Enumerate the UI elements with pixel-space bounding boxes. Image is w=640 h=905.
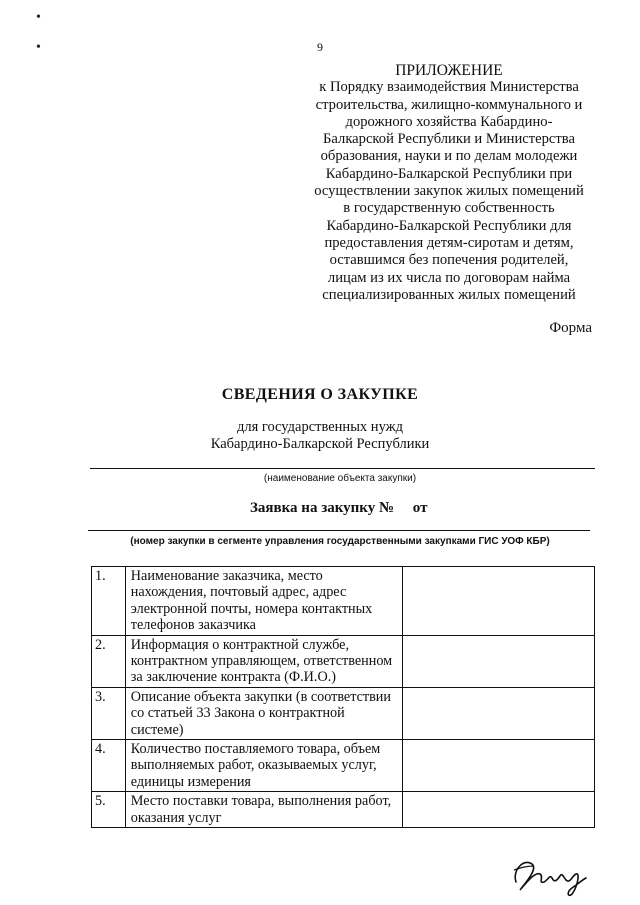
appendix-line: образования, науки и по делам молодежи <box>320 148 578 165</box>
subtitle-line: Кабардино-Балкарской Республики <box>210 436 430 452</box>
appendix-line: осуществлении закупок жилых помещений <box>314 183 584 200</box>
row-number: 2. <box>92 635 126 687</box>
form-label: Форма <box>549 320 592 336</box>
appendix-line: лицам из их числа по договорам найма <box>327 269 571 286</box>
appendix-line: Балкарской Республики и Министерства <box>323 131 575 148</box>
table-row <box>92 740 595 792</box>
row-value <box>403 567 595 636</box>
table-row <box>92 567 595 636</box>
appendix-heading: ПРИЛОЖЕНИЕ <box>395 62 503 79</box>
appendix-block <box>290 62 608 304</box>
appendix-line: в государственную собственность <box>343 200 555 217</box>
procurement-info-table <box>91 566 595 828</box>
row-label: Наименование заказчика, место нахождения, почтовый адрес, адрес электронной почты, номера контактных телефонов заказчика <box>125 567 403 636</box>
appendix-line: оставшимся без попечения родителей, <box>329 252 569 269</box>
object-name-line <box>90 468 595 469</box>
row-value <box>403 687 595 739</box>
row-value <box>403 635 595 687</box>
row-value <box>403 792 595 828</box>
row-label: Информация о контрактной службе, контрактном управляющем, ответственном за заключение контракта (Ф.И.О.) <box>125 635 403 687</box>
document-subtitle <box>0 419 640 453</box>
request-number-caption: (номер закупки в сегменте управления государственными закупками ГИС УОФ КБР) <box>130 536 550 547</box>
appendix-line: Кабардино-Балкарской Республики при <box>325 165 573 182</box>
page-number: 9 <box>317 40 323 54</box>
margin-mark: • <box>36 40 41 55</box>
subtitle-line: для государственных нужд <box>236 419 404 435</box>
request-number-line <box>88 530 590 531</box>
row-label: Описание объекта закупки (в соответствии со статьей 33 Закона о контрактной системе) <box>125 687 403 739</box>
table-row <box>92 687 595 739</box>
row-label: Количество поставляемого товара, объем выполняемых работ, оказываемых услуг, единицы измерения <box>125 740 403 792</box>
appendix-line: к Порядку взаимодействия Министерства <box>319 79 579 96</box>
row-number: 4. <box>92 740 126 792</box>
request-line: Заявка на закупку № от <box>250 500 428 516</box>
appendix-line: строительства, жилищно-коммунального и <box>315 96 583 113</box>
row-number: 5. <box>92 792 126 828</box>
object-name-caption: (наименование объекта закупки) <box>263 473 417 484</box>
margin-mark: • <box>36 10 41 25</box>
row-number: 3. <box>92 687 126 739</box>
appendix-line: предоставления детям-сиротам и детям, <box>324 234 574 251</box>
document-title: СВЕДЕНИЯ О ЗАКУПКЕ <box>221 386 419 403</box>
appendix-line: специализированных жилых помещений <box>322 286 576 303</box>
table-row <box>92 792 595 828</box>
appendix-line: дорожного хозяйства Кабардино- <box>345 113 553 130</box>
row-label: Место поставки товара, выполнения работ, оказания услуг <box>125 792 403 828</box>
row-number: 1. <box>92 567 126 636</box>
signature-image <box>510 852 590 900</box>
table-row <box>92 635 595 687</box>
appendix-line: Кабардино-Балкарской Республики для <box>326 217 572 234</box>
row-value <box>403 740 595 792</box>
